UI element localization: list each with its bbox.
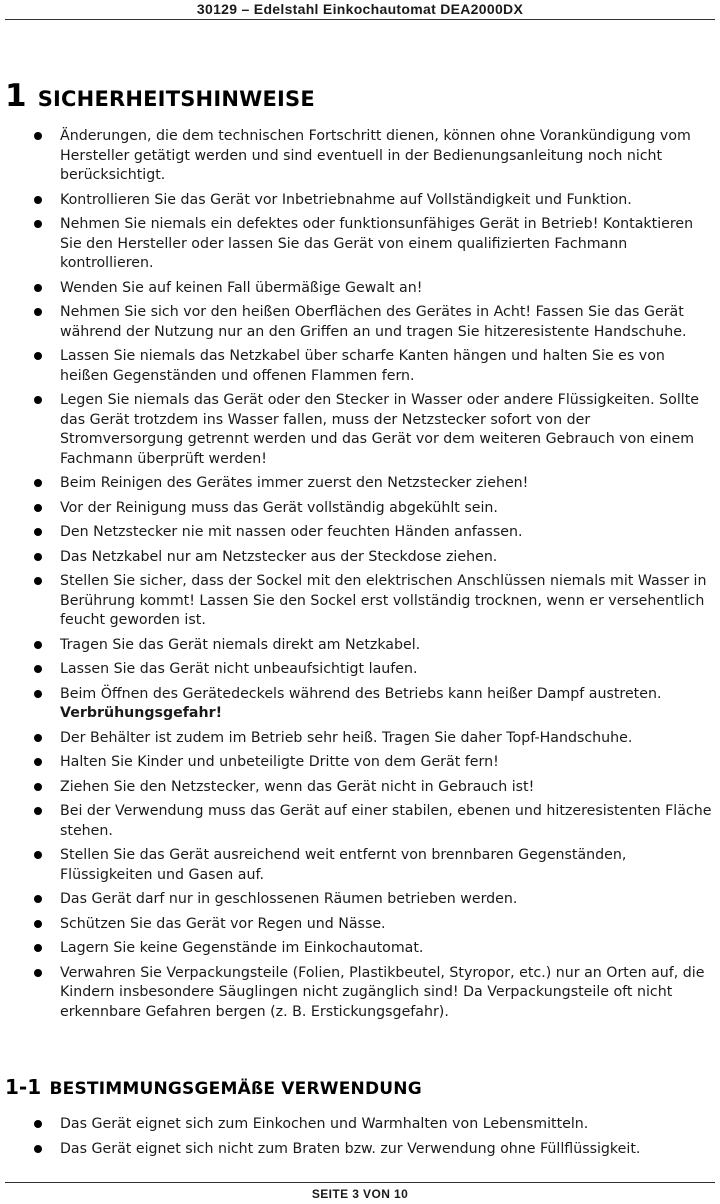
page-number: SEITE 3 VON 10	[311, 1187, 409, 1201]
list-item	[0, 660, 720, 680]
bullet-icon	[34, 641, 42, 649]
list-item-text: Vor der Reinigung muss das Gerät vollständig abgekühlt sein.	[60, 499, 498, 516]
page-footer	[0, 1182, 720, 1204]
bullet-icon	[34, 665, 42, 673]
list-item-text: Ziehen Sie den Netzstecker, wenn das Gerät nicht in Gebrauch ist!	[60, 778, 535, 795]
section-heading-intended-use	[5, 1072, 422, 1100]
list-item	[0, 548, 720, 568]
list-item	[0, 191, 720, 211]
list-item	[0, 1115, 720, 1135]
list-item	[0, 636, 720, 656]
bullet-icon	[34, 284, 42, 292]
list-item-text: Bei der Verwendung muss das Gerät auf einer stabilen, ebenen und hitzeresistenten Fläche stehen.	[60, 803, 712, 839]
list-item-text: Beim Reinigen des Gerätes immer zuerst den Netzstecker ziehen!	[60, 475, 529, 491]
list-item-text: Stellen Sie das Gerät ausreichend weit entfernt von brennbaren Gegenständen, Flüssigkeiten und Gasen auf.	[60, 847, 627, 883]
list-item-text: Lassen Sie niemals das Netzkabel über scharfe Kanten hängen und halten Sie es von heißen Gegenständen und offenen Flammen fern.	[60, 348, 665, 384]
list-item	[0, 127, 720, 186]
list-item	[0, 939, 720, 959]
list-item	[0, 1140, 720, 1160]
bullet-icon	[34, 969, 42, 977]
list-item	[0, 964, 720, 1023]
bullet-icon	[34, 758, 42, 766]
bullet-icon	[34, 553, 42, 561]
list-item	[0, 778, 720, 798]
bullet-icon	[34, 783, 42, 791]
bullet-icon	[34, 132, 42, 140]
section-title: SICHERHEITSHINWEISE	[37, 87, 315, 111]
warning-emphasis: Verbrühungsgefahr!	[60, 705, 223, 721]
list-item	[0, 890, 720, 910]
list-item-text: Nehmen Sie sich vor den heißen Oberflächen des Gerätes in Acht! Fassen Sie das Gerät während der Nutzung nur an den Griffen an und tragen Sie hitzeresistente Handschuhe.	[60, 304, 687, 340]
bullet-icon	[34, 352, 42, 360]
list-item	[0, 523, 720, 543]
list-item-text: Tragen Sie das Gerät niemals direkt am Netzkabel.	[60, 636, 421, 653]
bullet-icon	[34, 504, 42, 512]
list-item	[0, 802, 720, 841]
list-item	[0, 303, 720, 342]
list-item-text: Schützen Sie das Gerät vor Regen und Nässe.	[60, 915, 386, 932]
list-item-text: Änderungen, die dem technischen Fortschritt dienen, können ohne Vorankündigung vom Hersteller getätigt werden und sind eventuell in der Bedienungsanleitung noch nicht berücksichtigt.	[60, 128, 691, 183]
list-item-text: Stellen Sie sicher, dass der Sockel mit den elektrischen Anschlüssen niemals mit Wasser in Berührung kommt! Lassen Sie den Sockel erst vollständig trocknen, wenn er versehentlich feucht geworden ist.	[60, 573, 707, 628]
list-item	[0, 391, 720, 469]
list-item	[0, 279, 720, 299]
bullet-icon	[34, 308, 42, 316]
list-item	[0, 915, 720, 935]
document-title: 30129 – Edelstahl Einkochautomat DEA2000DX	[196, 1, 524, 17]
list-item	[0, 347, 720, 386]
bullet-icon	[34, 220, 42, 228]
list-item-text: Nehmen Sie niemals ein defektes oder funktionsunfähiges Gerät in Betrieb! Kontaktieren Sie den Hersteller oder lassen Sie das Gerät von einem qualifizierten Fachmann kontrollieren.	[60, 216, 694, 271]
list-item-text: Das Gerät darf nur in geschlossenen Räumen betrieben werden.	[60, 891, 518, 907]
bullet-icon	[34, 690, 42, 698]
bullet-icon	[34, 1145, 42, 1153]
list-item	[0, 215, 720, 274]
list-item-text: Verwahren Sie Verpackungsteile (Folien, Plastikbeutel, Styropor, etc.) nur an Orten auf, die Kindern insbesondere Säuglingen nicht zugänglich sind! Da Verpackungsteile oft nicht erkennbare Gefahren bergen (z. B. Erstickungsgefahr).	[60, 964, 705, 1020]
section-number: 1	[5, 78, 27, 114]
bullet-icon	[34, 528, 42, 536]
list-item	[0, 474, 720, 494]
page-header	[0, 0, 720, 22]
bullet-icon	[34, 479, 42, 487]
list-item-text: Den Netzstecker nie mit nassen oder feuchten Händen anfassen.	[60, 524, 523, 540]
list-item-text: Beim Öffnen des Gerätedeckels während des Betriebs kann heißer Dampf austreten.	[60, 685, 662, 702]
bullet-icon	[34, 807, 42, 815]
safety-instructions-list	[0, 127, 720, 1027]
list-item-text: Das Gerät eignet sich nicht zum Braten bzw. zur Verwendung ohne Füllflüssigkeit.	[60, 1140, 641, 1157]
list-item-text: Lagern Sie keine Gegenstände im Einkochautomat.	[60, 940, 424, 956]
bullet-icon	[34, 1120, 42, 1128]
bullet-icon	[34, 920, 42, 928]
intended-use-list	[0, 1115, 720, 1164]
list-item-text: Kontrollieren Sie das Gerät vor Inbetriebnahme auf Vollständigkeit und Funktion.	[60, 191, 632, 208]
bullet-icon	[34, 944, 42, 952]
list-item-text: Legen Sie niemals das Gerät oder den Stecker in Wasser oder andere Flüssigkeiten. Sollte das Gerät trotzdem ins Wasser fallen, muss der Netzstecker sofort von der Stromversorgung getrennt werden und das Gerät vor dem weiteren Gebrauch von einem Fachmann überprüft werden!	[60, 392, 700, 467]
list-item-text: Wenden Sie auf keinen Fall übermäßige Gewalt an!	[60, 279, 423, 296]
bullet-icon	[34, 396, 42, 404]
footer-divider	[5, 1182, 715, 1183]
list-item	[0, 729, 720, 749]
subsection-number: 1-1	[5, 1075, 42, 1099]
list-item	[0, 685, 720, 724]
list-item	[0, 499, 720, 519]
list-item-text: Der Behälter ist zudem im Betrieb sehr heiß. Tragen Sie daher Topf-Handschuhe.	[60, 729, 633, 746]
subsection-title: BESTIMMUNGSGEMÄßE VERWENDUNG	[49, 1079, 422, 1099]
list-item	[0, 846, 720, 885]
list-item-text: Das Gerät eignet sich zum Einkochen und Warmhalten von Lebensmitteln.	[60, 1116, 589, 1132]
bullet-icon	[34, 895, 42, 903]
list-item-text: Lassen Sie das Gerät nicht unbeaufsichtigt laufen.	[60, 661, 418, 677]
list-item	[0, 753, 720, 773]
bullet-icon	[34, 577, 42, 585]
bullet-icon	[34, 734, 42, 742]
section-heading-safety	[5, 76, 315, 114]
list-item	[0, 572, 720, 631]
list-item-text: Halten Sie Kinder und unbeteiligte Dritte von dem Gerät fern!	[60, 754, 499, 770]
bullet-icon	[34, 196, 42, 204]
bullet-icon	[34, 851, 42, 859]
header-divider	[5, 19, 715, 20]
list-item-text: Das Netzkabel nur am Netzstecker aus der Steckdose ziehen.	[60, 548, 498, 565]
